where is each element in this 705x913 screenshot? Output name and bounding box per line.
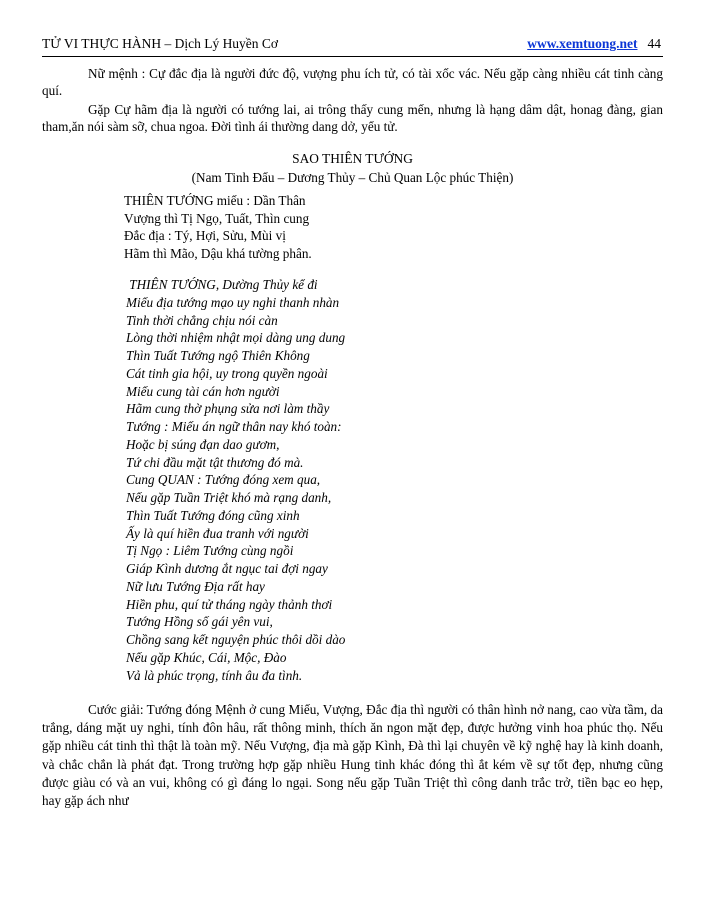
- star-attributes: [42, 192, 663, 263]
- verse-line: Cát tinh gia hội, uy trong quyền ngoài: [126, 365, 328, 381]
- website-link[interactable]: www.xemtuong.net: [527, 36, 638, 51]
- paragraph-closing: Cước giải: Tướng đóng Mệnh ở cung Miếu, Vượng, Đắc địa thì người có thân hình nở nang, cao vừa tầm, da trắng, dáng mặt uy nghi, tính đôn hâu, rất thông minh, thích ăn ngon mặt đẹp, được hưởng vinh hoa phúc thọ. Nếu gặp nhiều cát tinh thì thật là toàn mỹ. Nếu Vượng, địa mà gặp Kình, Đà thì lại chuyên về kỹ nghệ hay là kinh doanh, và chắc chắn là phát đạt. Trong trường hợp gặp nhiều Hung tinh khác đóng thì ắt kém về sự tốt đẹp, nhưng cũng được giàu có và an vui, không có gì đáng lo ngại. Song nếu gặp Tuần Triệt thì công danh trắc trở, tiền bạc eo hẹp, hay gặp ách như: [42, 702, 663, 808]
- attribute-line: THIÊN TƯỚNG miếu : Dần Thân: [124, 192, 306, 208]
- verse-line: Cung QUAN : Tướng đóng xem qua,: [126, 472, 321, 488]
- verse-line: Thìn Tuất Tướng đóng cũng xinh: [126, 507, 300, 523]
- closing-section: [42, 701, 663, 809]
- verse-line: Tướng : Miếu án ngữ thân nay khó toàn:: [126, 419, 342, 435]
- paragraph-intro-1: Nữ mệnh : Cự đắc địa là người đức độ, vượng phu ích tử, có tài xốc vác. Nếu gặp càng nhiều cát tinh càng quí.: [42, 66, 663, 99]
- header-title: TỬ VI THỰC HÀNH – Dịch Lý Huyền Cơ: [42, 36, 279, 51]
- attribute-line: Hãm thì Mão, Dậu khá tường phân.: [124, 246, 312, 262]
- verse-line: Hiền phu, quí tử tháng ngày thảnh thơi: [126, 596, 333, 612]
- verse-line: Nếu gặp Khúc, Cái, Mộc, Đào: [126, 649, 287, 665]
- verse-line: Nữ lưu Tướng Địa rất hay: [126, 578, 265, 594]
- verse-line: Thìn Tuất Tướng ngộ Thiên Không: [126, 348, 310, 364]
- verse-line: Lòng thời nhiệm nhật mọi dàng ung dung: [126, 330, 346, 346]
- page-number: 44: [647, 36, 661, 51]
- document-body: [42, 65, 663, 810]
- verse-line: Hoặc bị súng đạn dao gươm,: [126, 436, 280, 452]
- attribute-line: Vượng thì Tị Ngọ, Tuất, Thìn cung: [124, 210, 310, 226]
- verse-line: Hãm cung thờ phụng sửa nơi làm thầy: [126, 401, 330, 417]
- verse-line: THIÊN TƯỚNG, Dường Thủy kể đi: [126, 277, 318, 293]
- verse-line: Nếu gặp Tuần Triệt khó mà rạng danh,: [126, 490, 332, 506]
- verse-line: Tị Ngọ : Liêm Tướng cùng ngồi: [126, 543, 294, 559]
- verse-line: Ấy là quí hiền đua tranh với người: [126, 525, 309, 541]
- verse-line: Miếu cung tài cán hơn người: [126, 383, 280, 399]
- verse-line: Giáp Kình dương ắt ngục tai đợi ngay: [126, 561, 328, 577]
- verse-line: Chồng sang kết nguyện phúc thôi dồi dào: [126, 632, 346, 648]
- star-verse: [42, 276, 663, 684]
- header-right-group: [527, 36, 661, 52]
- verse-line: Miếu địa tướng mạo uy nghi thanh nhàn: [126, 294, 340, 310]
- verse-line: Tứ chi đầu mặt tật thương đó mà.: [126, 454, 304, 470]
- paragraph-intro-2: Gặp Cự hãm địa là người có tướng lai, ai trông thấy cung mến, nhưng là hạng dâm dật, honag đàng, gian tham,ăn nói sàm sỡ, chua ngoa. Đời tình ái thường dang dở, yểu tử.: [42, 101, 663, 135]
- section-title: SAO THIÊN TƯỚNG: [292, 150, 413, 166]
- verse-line: Tướng Hồng số gái yên vui,: [126, 614, 273, 630]
- header-divider: [42, 56, 663, 57]
- page-header: [42, 36, 663, 52]
- section-subtitle: (Nam Tinh Đẩu – Dương Thủy – Chủ Quan Lộc phúc Thiện): [191, 170, 514, 186]
- verse-line: Tinh thời chẳng chịu nói càn: [126, 312, 278, 328]
- verse-line: Vả là phúc trọng, tính âu đa tình.: [126, 667, 303, 683]
- attribute-line: Đắc địa : Tý, Hợi, Sửu, Mùi vị: [124, 228, 286, 244]
